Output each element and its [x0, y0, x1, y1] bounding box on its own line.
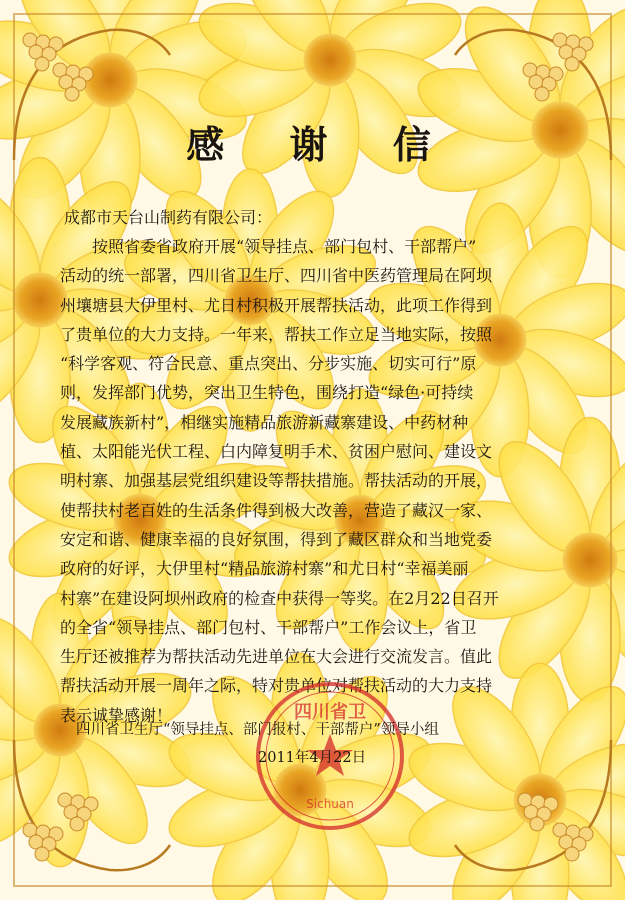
body-line: 生厅还被推荐为帮扶活动先进单位在大会进行交流发言。值此 [60, 647, 493, 667]
svg-text:四川省卫: 四川省卫 [294, 702, 366, 723]
body-line: 的全省“领导挂点、部门包村、干部帮户”工作会议上，省卫 [60, 617, 477, 637]
body-line: 按照省委省政府开展“领导挂点、部门包村、干部帮户” [60, 237, 477, 256]
body-line: 表示诚挚感谢！ [60, 705, 173, 725]
letter-title: 感 谢 信 [186, 123, 457, 167]
letter-date: 2011年4月22日 [258, 750, 367, 766]
body-line: 使帮扶村老百姓的生活条件得到极大改善，营造了藏汉一家、 [60, 500, 493, 520]
body-line: 帮扶活动开展一周年之际，特对贵单位对帮扶活动的大力支持 [60, 676, 493, 696]
body-line: 政府的好评，大伊里村“精品旅游村寨”和尤日村“幸福美丽 [60, 559, 469, 579]
body-line: 安定和谐、健康幸福的良好氛围，得到了藏区群众和当地党委 [60, 529, 493, 549]
body-line: 则，发挥部门优势，突出卫生特色，围绕打造“绿色·可持续 [60, 383, 474, 403]
body-line: 发展藏族新村”，相继实施精品旅游新藏寨建设、中药材种 [60, 412, 469, 432]
body-line: 州壤塘县大伊里村、尤日村积极开展帮扶活动，此项工作得到 [60, 295, 493, 315]
body-line: 村寨”在建设阿坝州政府的检查中获得一等奖。在2月22日召开 [60, 588, 499, 608]
letter-signer: 四川省卫生厅“领导挂点、部门报村、干部帮户”领导小组 [76, 722, 439, 738]
body-line: 明村寨、加强基层党组织建设等帮扶措施。帮扶活动的开展， [60, 471, 493, 491]
body-line: 活动的统一部署，四川省卫生厅、四川省中医药管理局在阿坝 [60, 266, 493, 286]
letter-body [60, 232, 580, 730]
body-line: 植、太阳能光伏工程、白内障复明手术、贫困户慰问、建设文 [60, 442, 493, 462]
body-line: 了贵单位的大力支持。一年来，帮扶工作立足当地实际，按照 [60, 324, 493, 344]
letter-salutation: 成都市天台山制药有限公司： [64, 208, 273, 227]
body-line: “科学客观、符合民意、重点突出、分步实施、切实可行”原 [60, 354, 477, 374]
svg-text:Sichuan: Sichuan [306, 797, 354, 811]
